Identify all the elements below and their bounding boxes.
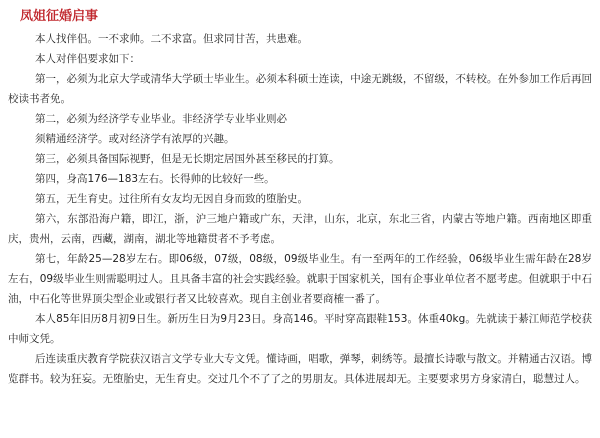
paragraph-requirement-4: 第四，身高176—183左右。长得帅的比较好一些。: [35, 173, 275, 185]
paragraph-requirements-heading: 本人对伴侣要求如下：: [35, 53, 140, 65]
paragraph-requirement-2-continued: 须精通经济学。或对经济学有浓厚的兴趣。: [35, 133, 235, 145]
paragraph-requirement-7: 第七，年龄25—28岁左右。即06级，07级，08级，09级毕业生。有一至两年的工作经验，06级毕业生需年龄在28岁左右，09级毕业生则需聪明过人。且具备丰富的社会实践经验。就职于国家机关，国有企事业单位者不愿考虑。但就职于中石油，中石化等世界顶尖型企业或银行者又比较喜欢。现自主创业者要商榷一番了。: [8, 253, 592, 305]
paragraph-requirement-5: 第五，无生育史。过往所有女友均无因自身而致的堕胎史。: [35, 193, 308, 205]
notice-title: 凤姐征婚启事: [20, 9, 99, 24]
paragraph-requirement-1: 第一，必须为北京大学或清华大学硕士毕业生。必须本科硕士连读，中途无跳级，不留级，不转校。在外参加工作后再回校读书者免。: [8, 73, 592, 105]
paragraph-self-introduction: 本人85年旧历8月初9日生。新历生日为9月23日。身高146。平时穿高跟鞋153。体重40kg。先就读于綦江师范学校获中师文凭。: [8, 313, 592, 345]
paragraph-requirement-2: 第二，必须为经济学专业毕业。非经济学专业毕业则必: [35, 113, 287, 125]
paragraph-education: 后连读重庆教育学院获汉语言文学专业大专文凭。懂诗画，唱歌，弹琴，刺绣等。最擅长诗歌与散文。并精通古汉语。博览群书。较为狂妄。无堕胎史，无生育史。交过几个不了了之的男朋友。具体进展却无。主要要求男方身家清白，聪慧过人。: [8, 353, 592, 385]
paragraph-requirement-3: 第三，必须具备国际视野，但是无长期定居国外甚至移民的打算。: [35, 153, 340, 165]
paragraph-requirement-6: 第六，东部沿海户籍，即江，浙，沪三地户籍或广东，天津，山东，北京，东北三省，内蒙古等地户籍。西南地区即重庆，贵州，云南，西藏，湖南，湖北等地籍贯者不予考虑。: [8, 213, 592, 245]
paragraph-intro: 本人找伴侣。一不求帅。二不求富。但求同甘苦，共患难。: [35, 33, 308, 45]
